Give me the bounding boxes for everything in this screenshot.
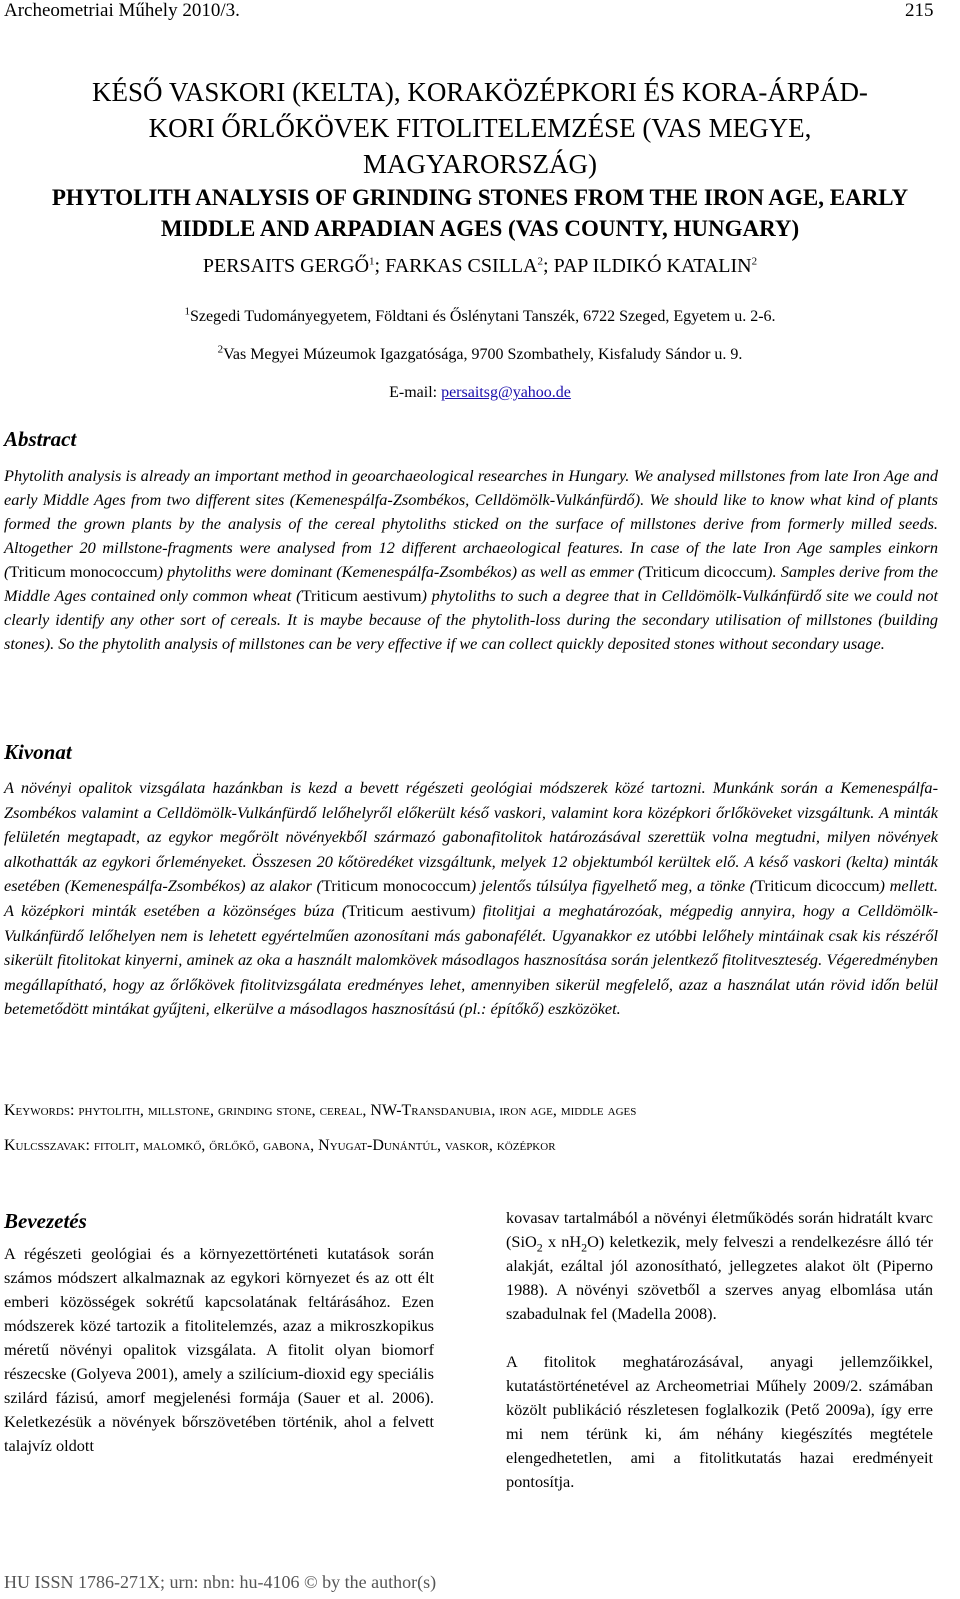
author-name: ; FARKAS CSILLA bbox=[374, 255, 538, 277]
intro-heading: Bevezetés bbox=[4, 1209, 87, 1233]
species-name: Triticum monococcum bbox=[321, 876, 471, 896]
kivonat-text-part: ) jelentős túlsúlya figyelhető meg, a tönke ( bbox=[470, 876, 756, 896]
affiliation-text: Szegedi Tudományegyetem, Földtani és Őslénytani Tanszék, 6722 Szeged, Egyetem u. 2-6. bbox=[189, 308, 776, 325]
keywords-english: Keywords: phytolith, millstone, grinding stone, cereal, NW-Transdanubia, iron age, middle ages bbox=[4, 1102, 637, 1119]
kivonat-text-part: ) mellett. A középkori minták esetében a közönséges búza ( bbox=[4, 876, 938, 920]
intro-left-column bbox=[4, 1206, 434, 1458]
paragraph-part: x nH bbox=[542, 1232, 582, 1251]
abstract-text-part: ) phytoliths were dominant (Kemenespálfa-Zsombékos) as well as emmer ( bbox=[157, 562, 644, 581]
subscript: 2 bbox=[581, 1240, 588, 1255]
intro-paragraph: A fitolitok meghatározásával, anyagi jellemzőikkel, kutatástörténetével az Archeometriai Műhely 2009/2. számában közölt publikáció részletesen foglalkozik (Pető 2009a), így erre mi nem térünk ki, ám néhány kiegészítés megtétele elengedhetetlen, ami a fitolitkutatás hazai eredményeit pontosítja. bbox=[506, 1352, 933, 1491]
title-hu-line: KÉSŐ VASKORI (KELTA), KORAKÖZÉPKORI ÉS KORA-ÁRPÁD- bbox=[92, 77, 868, 107]
email-label: E-mail: bbox=[389, 384, 442, 401]
journal-header: Archeometriai Műhely 2010/3. bbox=[4, 0, 240, 21]
paragraph-part: kovasav tartalmából a növényi életműködés során hidratált kvarc (SiO bbox=[506, 1208, 933, 1251]
author-name: ; PAP ILDIKÓ KATALIN bbox=[543, 255, 752, 277]
title-english bbox=[0, 182, 960, 244]
species-name: Triticum monococcum bbox=[9, 562, 158, 581]
species-name: Triticum aestivum bbox=[301, 586, 422, 605]
abstract-text-part: ). Samples derive from the Middle Ages contained only common wheat ( bbox=[4, 562, 938, 605]
paragraph-part: O) keletkezik, mely felveszi a rendelkezésre álló tér alakját, ezáltal jól azonosítható, jellegzetes alakot ölt (Piperno 1988). A növényi szövetből a szerves anyag elbomlása után szabadulnak fel (Madella 2008). bbox=[506, 1232, 933, 1323]
abstract-text bbox=[4, 464, 938, 656]
title-hungarian bbox=[0, 74, 960, 182]
title-hu-line: MAGYARORSZÁG) bbox=[362, 149, 598, 179]
affiliation-text: Vas Megyei Múzeumok Igazgatósága, 9700 Szombathely, Kisfaludy Sándor u. 9. bbox=[223, 346, 743, 363]
author-name: PERSAITS GERGŐ bbox=[202, 255, 370, 277]
species-name: Triticum aestivum bbox=[347, 900, 470, 920]
abstract-text-part: Phytolith analysis is already an important method in geoarchaeological researches in Hungary. We analysed millstones from late Iron Age and early Middle Ages from two different sites (Kemenespálfa-Zsombékos, Celldömölk-Vulkánfürdő). We should like to know what kind of plants formed the grown plants by the analysis of the cereal phytoliths sticked on the surface of millstones derive from formerly milled seeds. Altogether 20 millstone-fragments were analysed from 12 different archaeological features. In case of the late Iron Age samples einkorn ( bbox=[4, 466, 938, 581]
title-hu-line: KORI ŐRLŐKÖVEK FITOLITELEMZÉSE (VAS MEGYE, bbox=[148, 113, 812, 143]
kivonat-text bbox=[4, 776, 938, 1022]
species-name: Triticum dicoccum bbox=[643, 562, 768, 581]
keywords-hungarian: Kulcsszavak: fitolit, malomkő, őrlőkő, gabona, Nyugat-Dunántúl, vaskor, középkor bbox=[4, 1137, 556, 1154]
affiliation-1 bbox=[0, 306, 960, 328]
affiliation-marker: 2 bbox=[751, 255, 758, 268]
page-number: 215 bbox=[905, 0, 934, 21]
subscript: 2 bbox=[536, 1240, 543, 1255]
affiliation-marker: 2 bbox=[217, 343, 224, 356]
abstract-heading: Abstract bbox=[4, 427, 77, 451]
kivonat-text-part: ) fitolitjai a meghatározóak, mégpedig annyira, hogy a Celldömölk-Vulkánfürdő lelőhelyen nem is lehetett egyértelműen azonosítani más gabonafélét. Ugyanakkor ez utóbbi lelőhely mintáinak csak kis részéről sikerült fitolitokat kinyerni, aminek az oka a használt malomkövek másodlagos hasznosítása során jelentkező fitolitveszteség. Végeredményben megállapítható, hogy az őrlőkövek fitolitvizsgálata eredményes lehet, amennyiben sikerül megfelelő, azaz a használat után rövid időn belül betemetődött mintákat gyűjteni, elkerülve a másodlagos hasznosítású (pl.: építőkő) eszközöket. bbox=[4, 900, 939, 1019]
intro-paragraph bbox=[506, 1206, 933, 1326]
affiliation-marker: 1 bbox=[369, 255, 375, 268]
kivonat-heading: Kivonat bbox=[4, 740, 72, 764]
intro-right-column bbox=[506, 1206, 933, 1494]
abstract-text-part: ) phytoliths to such a degree that in Celldömölk-Vulkánfürdő site we could not clearly identify any other sort of cereals. It is maybe because of the phytolith-loss during the secondary utilisation of millstones (building stones). So the phytolith analysis of millstones can be very effective if we can collect quickly deposited stones without secondary usage. bbox=[4, 586, 939, 653]
affiliation-marker: 2 bbox=[537, 255, 544, 268]
title-en-line: PHYTOLITH ANALYSIS OF GRINDING STONES FROM THE IRON AGE, EARLY bbox=[51, 185, 909, 210]
affiliation-2 bbox=[0, 344, 960, 366]
issn-footer: HU ISSN 1786-271X; urn: nbn: hu-4106 © by the author(s) bbox=[4, 1572, 437, 1592]
affiliation-marker: 1 bbox=[184, 305, 190, 318]
kivonat-text-part: A növényi opalitok vizsgálata hazánkban is kezd a bevett régészeti geológiai módszerek közé tartozni. Munkánk során a Kemenespálfa-Zsombékos valamint a Celldömölk-Vulkánfürdő lelőhelyről előkerült késő vaskori, valamint kora középkori őrlőköveket vizsgáltunk. A minták felületén megtapadt, az egykor megőrölt növényekből származó gabonafitolitok határozásával szerettük volna megtudni, milyen növények alkothatták az egykori őrleményeket. Összesen 20 kőtöredéket vizsgáltunk, melyek 12 objektumból kerültek elő. A késő vaskori (kelta) minták esetében (Kemenespálfa-Zsombékos) az alakor ( bbox=[4, 778, 938, 896]
authors-line bbox=[0, 252, 960, 280]
title-en-line: MIDDLE AND ARPADIAN AGES (VAS COUNTY, HUNGARY) bbox=[160, 216, 800, 241]
species-name: Triticum dicoccum bbox=[755, 876, 880, 896]
contact-email bbox=[0, 382, 960, 404]
intro-paragraph: A régészeti geológiai és a környezettörténeti kutatások során számos módszert alkalmaznak az egykori környezet és az ott élt emberi közösségek sokrétű kapcsolatának feltárásához. Ezen módszerek közé tartozik a fitolitelemzés, azaz a mikroszkopikus méretű növényi opalitok vizsgálata. A fitolit olyan biomorf részecske (Golyeva 2001), amely a szilícium-dioxid egy speciális szilárd fázisú, amorf megjelenési formája (Sauer et al. 2006). Keletkezésük a növények bőrszövetében történik, ahol a felvett talajvíz oldott bbox=[4, 1244, 434, 1455]
email-link[interactable]: persaitsg@yahoo.de bbox=[441, 384, 571, 401]
